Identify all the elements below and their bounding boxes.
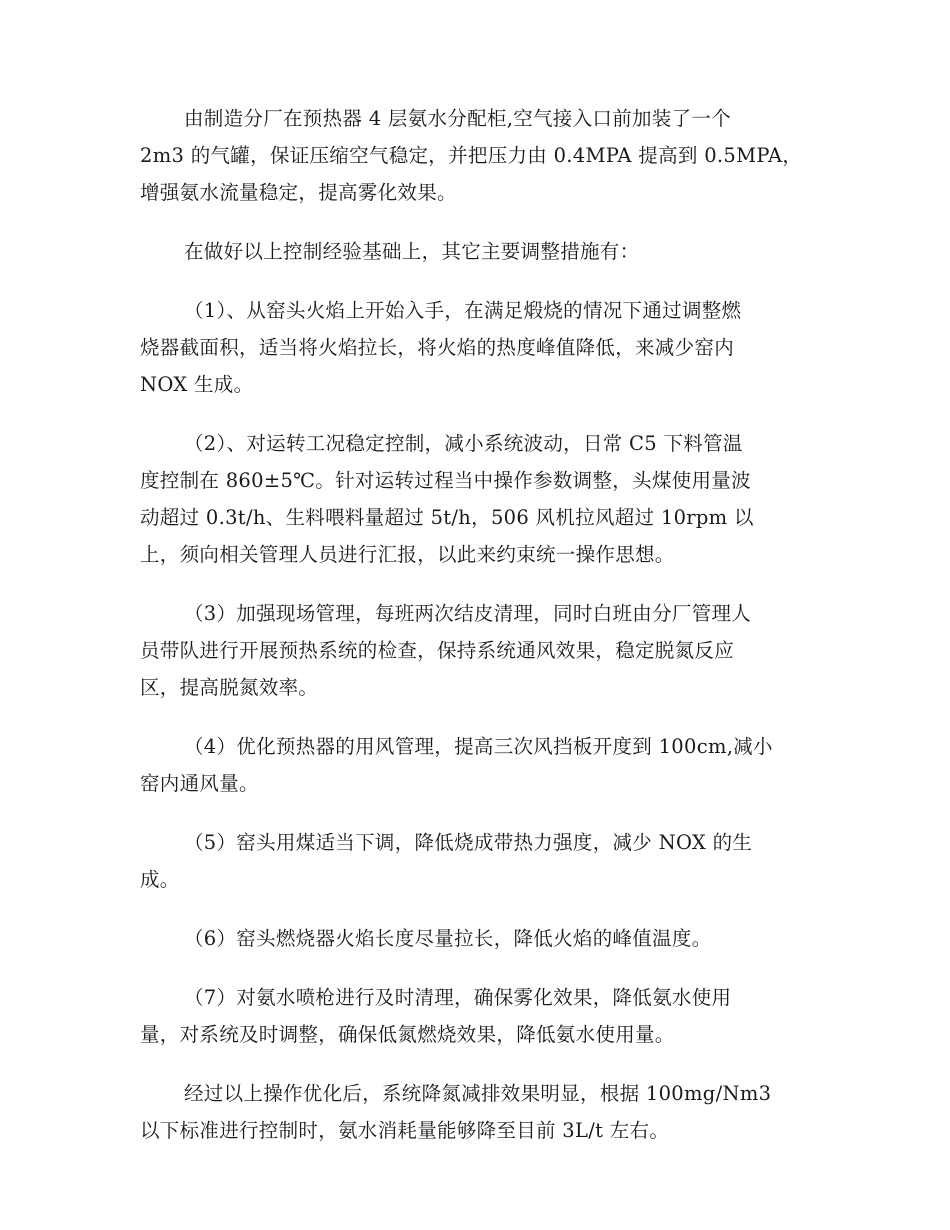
text-line: 在做好以上控制经验基础上，其它主要调整措施有： [184, 240, 640, 263]
text-line: （3）加强现场管理，每班两次结皮清理，同时白班由分厂管理人 [184, 602, 752, 625]
text-line: （1）、从窑头火焰上开始入手，在满足煅烧的情况下通过调整燃 [184, 299, 742, 322]
paragraph-measure-5 [140, 824, 810, 898]
text-line: 窑内通风量。 [140, 772, 259, 795]
text-line: 以下标准进行控制时，氨水消耗量能够降至目前 3L/t 左右。 [140, 1119, 670, 1142]
text-line: 成。 [140, 868, 180, 891]
paragraph-measure-3 [140, 595, 810, 706]
text-line: 2m3 的气罐，保证压缩空气稳定，并把压力由 0.4MPA 提高到 0.5MPA， [140, 144, 803, 167]
paragraph-intro-measures [140, 233, 810, 270]
text-line: （4）优化预热器的用风管理，提高三次风挡板开度到 100cm,减小 [184, 735, 773, 758]
paragraph-measure-1 [140, 292, 810, 403]
paragraph-measure-7 [140, 979, 810, 1053]
text-line: 烧器截面积，适当将火焰拉长，将火焰的热度峰值降低，来减少窑内 [140, 336, 735, 359]
text-line: 量，对系统及时调整，确保低氮燃烧效果，降低氨水使用量。 [140, 1023, 675, 1046]
paragraph-measure-6 [140, 920, 810, 957]
text-line: 上，须向相关管理人员进行汇报，以此来约束统一操作思想。 [140, 543, 675, 566]
paragraph-measure-2 [140, 425, 810, 573]
document-page [140, 100, 810, 1171]
text-line: （5）窑头用煤适当下调，降低烧成带热力强度，减少 NOX 的生 [184, 831, 753, 854]
text-line: 区，提高脱氮效率。 [140, 676, 319, 699]
text-line: （2）、对运转工况稳定控制，减小系统波动，日常 C5 下料管温 [184, 432, 743, 455]
text-line: 动超过 0.3t/h、生料喂料量超过 5t/h，506 风机拉风超过 10rpm 以 [140, 506, 754, 529]
text-line: 由制造分厂在预热器 4 层氨水分配柜,空气接入口前加装了一个 [184, 107, 732, 130]
text-line: NOX 生成。 [140, 373, 254, 396]
paragraph-measure-4 [140, 728, 810, 802]
text-line: 度控制在 860±5℃。针对运转过程当中操作参数调整，头煤使用量波 [140, 469, 751, 492]
text-line: （7）对氨水喷枪进行及时清理，确保雾化效果，降低氨水使用 [184, 986, 732, 1009]
paragraph-ammonia-tank [140, 100, 810, 211]
text-line: 员带队进行开展预热系统的检查，保持系统通风效果，稳定脱氮反应 [140, 639, 735, 662]
paragraph-conclusion [140, 1075, 810, 1149]
text-line: 经过以上操作优化后，系统降氮减排效果明显，根据 100mg/Nm3 [184, 1082, 772, 1105]
text-line: （6）窑头燃烧器火焰长度尽量拉长，降低火焰的峰值温度。 [184, 927, 712, 950]
text-line: 增强氨水流量稳定，提高雾化效果。 [140, 181, 457, 204]
